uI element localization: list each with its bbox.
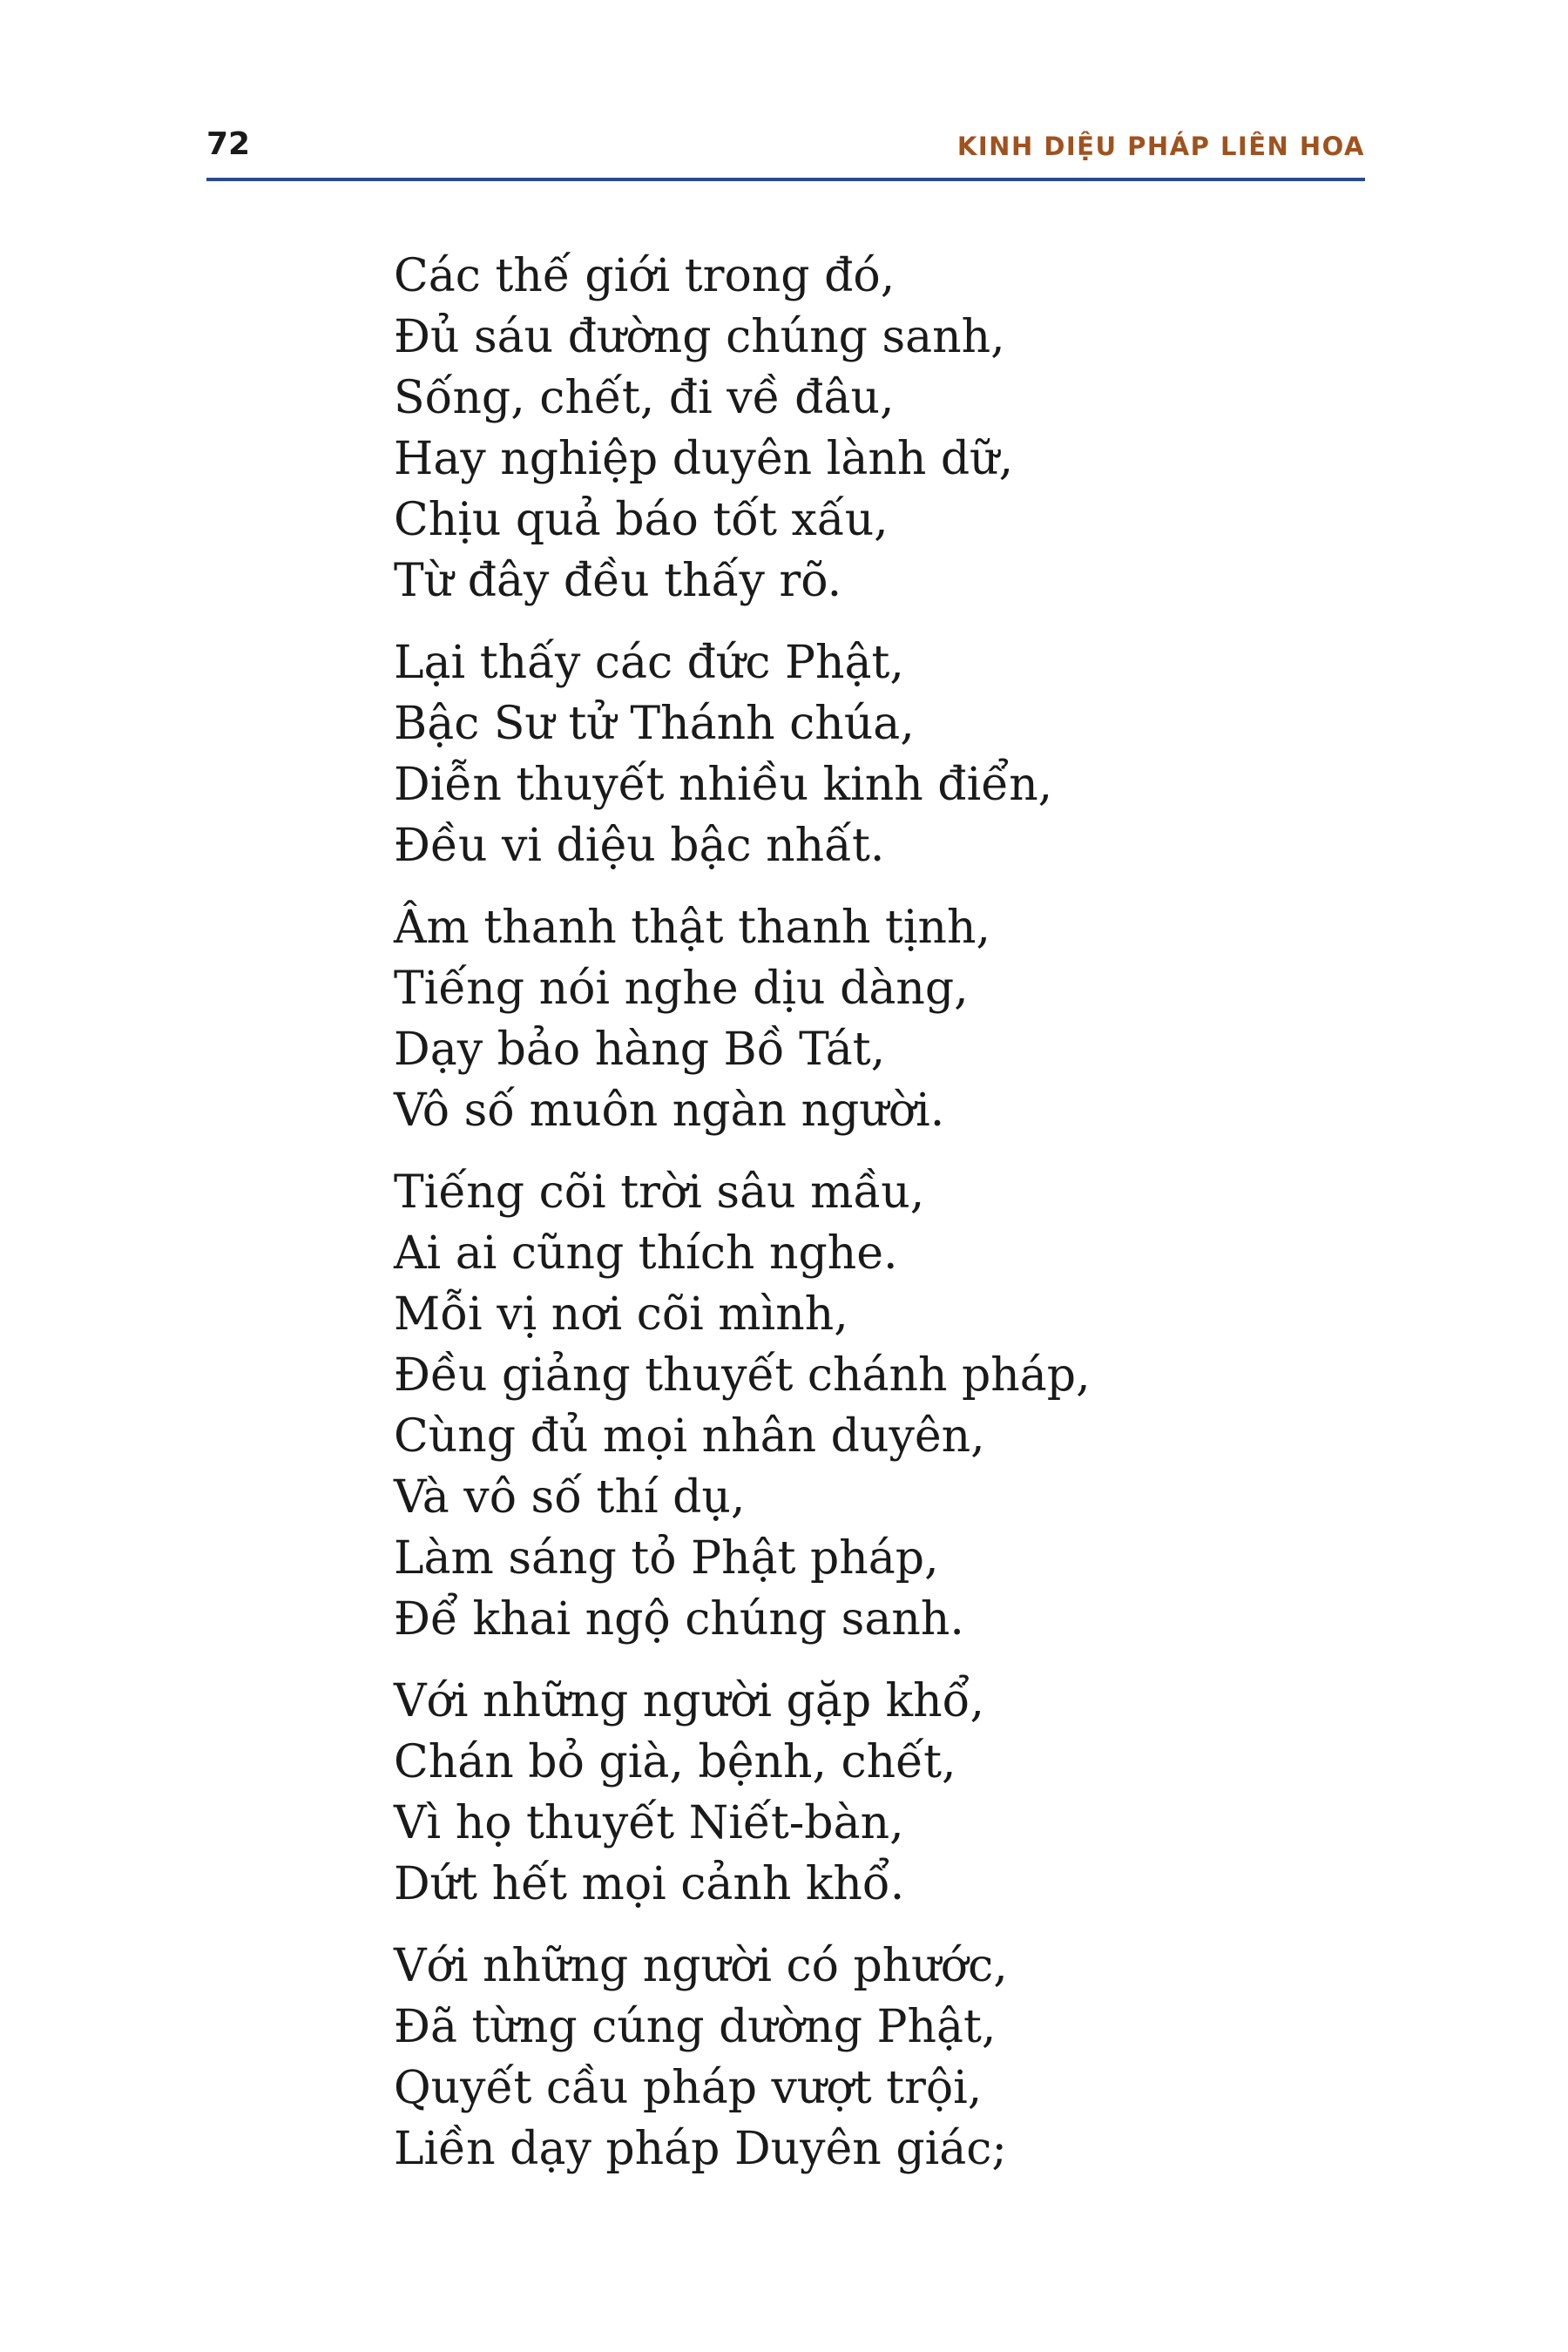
verse-line: Đều giảng thuyết chánh pháp, — [394, 1349, 1091, 1402]
verse-line: Diễn thuyết nhiều kinh điển, — [394, 759, 1053, 811]
page-header — [206, 124, 1365, 181]
stanza-3 — [394, 897, 1352, 1141]
verse-line: Bậc Sư tử Thánh chúa, — [394, 698, 915, 750]
verse-line: Vì họ thuyết Niết-bàn, — [394, 1797, 904, 1849]
verse-line: Chán bỏ già, bệnh, chết, — [394, 1736, 956, 1788]
verse-line: Đủ sáu đường chúng sanh, — [394, 311, 1005, 363]
verse-line: Với những người có phước, — [394, 1940, 1008, 1992]
running-title: KINH DIỆU PHÁP LIÊN HOA — [956, 132, 1365, 161]
verse-line: Tiếng cõi trời sâu mầu, — [394, 1166, 925, 1219]
stanza-1 — [394, 246, 1352, 612]
verse-line: Quyết cầu pháp vượt trội, — [394, 2062, 983, 2114]
verse-line: Ai ai cũng thích nghe. — [394, 1227, 898, 1280]
verse-line: Để khai ngộ chúng sanh. — [394, 1593, 964, 1646]
verse-body — [394, 246, 1352, 2200]
stanza-2 — [394, 632, 1352, 876]
verse-line: Tiếng nói nghe dịu dàng, — [394, 963, 969, 1015]
verse-line: Sống, chết, đi về đâu, — [394, 372, 895, 424]
verse-line: Từ đây đều thấy rõ. — [394, 555, 842, 607]
verse-line: Và vô số thí dụ, — [394, 1471, 746, 1524]
verse-line: Mỗi vị nơi cõi mình, — [394, 1288, 848, 1341]
stanza-6 — [394, 1936, 1352, 2180]
stanza-5 — [394, 1671, 1352, 1915]
verse-line: Đã từng cúng dường Phật, — [394, 2001, 997, 2053]
verse-line: Dạy bảo hàng Bồ Tát, — [394, 1024, 886, 1076]
verse-line: Với những người gặp khổ, — [394, 1675, 984, 1727]
verse-line: Vô số muôn ngàn người. — [394, 1085, 945, 1137]
verse-line: Cùng đủ mọi nhân duyên, — [394, 1410, 985, 1463]
page-number: 72 — [206, 126, 251, 162]
verse-line: Âm thanh thật thanh tịnh, — [394, 902, 991, 954]
verse-line: Lại thấy các đức Phật, — [394, 637, 904, 689]
verse-line: Đều vi diệu bậc nhất. — [394, 820, 885, 872]
verse-line: Chịu quả báo tốt xấu, — [394, 494, 889, 546]
stanza-4 — [394, 1162, 1352, 1650]
verse-line: Hay nghiệp duyên lành dữ, — [394, 433, 1014, 485]
verse-line: Các thế giới trong đó, — [394, 250, 896, 302]
verse-line: Liền dạy pháp Duyên giác; — [394, 2123, 1007, 2175]
verse-line: Dứt hết mọi cảnh khổ. — [394, 1858, 905, 1910]
verse-line: Làm sáng tỏ Phật pháp, — [394, 1532, 939, 1585]
